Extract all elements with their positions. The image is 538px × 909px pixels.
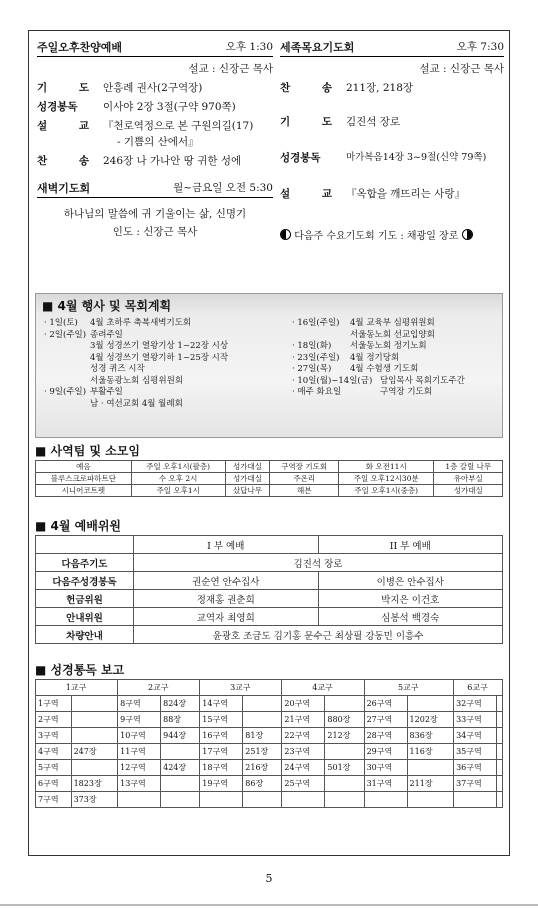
role: 다음주성경봉독 [36, 572, 134, 590]
district-cell: 13구역 [118, 776, 161, 792]
thursday-hymn-row [280, 81, 504, 95]
wednesday-notice-line [280, 227, 504, 242]
reading-title: ■ 성경통독 보고 [35, 663, 125, 677]
district-cell: 35구역 [454, 744, 497, 760]
afternoon-prayer: 안흥례 권사(2구역장) [103, 82, 203, 94]
table-row [36, 680, 503, 696]
district-cell: 6구역 [36, 776, 72, 792]
april-plan-box [35, 293, 503, 438]
thursday-sermon-row [280, 187, 504, 201]
plan-item [44, 341, 276, 353]
district-cell: 4구역 [36, 744, 72, 760]
district-cell: 12구역 [118, 760, 161, 776]
thursday-prayer: 김진석 장로 [346, 116, 401, 128]
cell: 주일 오후1시(중층) [339, 485, 434, 497]
april-plan-right [292, 318, 500, 399]
plan-text: 4월 정기당회 [350, 352, 400, 363]
district-cell: 31구역 [364, 776, 407, 792]
afternoon-sermon: 『천로역정으로 본 구원의길(17) [103, 120, 254, 132]
count-cell: 212장 [325, 728, 364, 744]
district-cell: 9구역 [118, 712, 161, 728]
plan-item [292, 353, 500, 365]
district-cell: 3구역 [36, 728, 72, 744]
cell [36, 536, 134, 554]
groups-table [35, 460, 503, 497]
table-row [36, 792, 503, 808]
plan-text: 종려주일 [90, 329, 123, 340]
cell: 성가대실 [225, 473, 270, 485]
district-cell: 2구역 [36, 712, 72, 728]
plan-date [292, 330, 350, 342]
count-cell [243, 792, 282, 808]
cell: 화 오전11시 [339, 461, 434, 473]
count-cell: 251장 [243, 744, 282, 760]
reading-section [35, 661, 503, 808]
role: 차량안내 [36, 626, 134, 644]
role: 안내위원 [36, 608, 134, 626]
district-cell: 19구역 [200, 776, 243, 792]
worship-title: ■ 4월 예배위원 [35, 519, 122, 533]
plan-date: · 27일(목) [292, 364, 332, 374]
afternoon-hymn: 246장 나 가나안 땅 귀한 성에 [103, 155, 242, 167]
count-cell: 81장 [243, 728, 282, 744]
count-cell [243, 696, 282, 712]
count-cell [71, 728, 118, 744]
label-char: 설 [37, 120, 48, 132]
thursday-time: 오후 7:30 [456, 41, 504, 53]
plan-item [292, 387, 500, 399]
count-cell [243, 712, 282, 728]
plan-date: · 1일(토) [44, 318, 78, 328]
bulletin-page [28, 30, 510, 856]
afternoon-title: 주일오후찬양예배 [37, 41, 123, 54]
district-cell: 33구역 [454, 712, 497, 728]
district-cell: 20구역 [282, 696, 325, 712]
count-cell: 373장 [71, 792, 118, 808]
district-cell: 29구역 [364, 744, 407, 760]
worship-table [35, 535, 503, 644]
afternoon-sermon-sub: - 기쁨의 산에서』 [117, 136, 199, 148]
reading-label: 성경봉독 [37, 101, 78, 113]
dawn-header [37, 180, 273, 198]
district-cell: 7구역 [36, 792, 72, 808]
thursday-title: 세족목요기도회 [280, 41, 355, 54]
district-cell: 34구역 [454, 728, 497, 744]
plan-date [44, 364, 90, 376]
cell: 구역장 기도회 [270, 461, 339, 473]
cell: 예음 [36, 461, 132, 473]
afternoon-sermon-row [37, 119, 273, 133]
plan-text: 부활주일 [90, 387, 123, 397]
dawn-time: 월~금요일 오전 5:30 [173, 182, 273, 194]
wednesday-notice: 다음주 수요기도회 기도 : 채광일 장로 [294, 231, 459, 242]
count-cell: 501장 [325, 760, 364, 776]
april-plan-title: ■ 4월 행사 및 목회계획 [42, 299, 172, 313]
label-char: 기 [280, 116, 291, 128]
afternoon-preacher: 설교 : 신장근 목사 [188, 63, 273, 75]
district-cell [364, 792, 407, 808]
table-row [36, 473, 503, 485]
thursday-header [280, 39, 504, 57]
plan-item [292, 376, 500, 388]
cell: 샀답나무 [225, 485, 270, 497]
plan-item [44, 376, 276, 388]
plan-date: · 23일(주일) [292, 352, 340, 363]
count-cell [497, 728, 503, 744]
district-cell: 36구역 [454, 760, 497, 776]
table-row [36, 554, 503, 572]
cell: 시니어코트펫 [36, 485, 132, 497]
count-cell [161, 744, 200, 760]
label-char: 송 [78, 155, 89, 167]
afternoon-service [37, 39, 273, 239]
count-cell: 424장 [161, 760, 200, 776]
count-cell: 116장 [407, 744, 454, 760]
count-cell [497, 776, 503, 792]
cell: 주온리 [270, 473, 339, 485]
services-area [29, 31, 509, 288]
dawn-title: 새벽기도회 [37, 182, 91, 195]
count-cell [407, 792, 454, 808]
table-row [36, 760, 503, 776]
count-cell: 824장 [161, 696, 200, 712]
table-row [36, 776, 503, 792]
plan-item [44, 318, 276, 330]
thursday-sermon: 『옥합을 깨뜨리는 사랑』 [346, 188, 465, 200]
table-row [36, 728, 503, 744]
afternoon-reading: 이사야 2장 3절(구약 970쪽) [103, 101, 236, 113]
cell: 유아부실 [434, 473, 503, 485]
parish-header: 4교구 [282, 680, 364, 696]
cell: 수 오후 2시 [131, 473, 225, 485]
plan-item [44, 353, 276, 365]
district-cell [200, 792, 243, 808]
count-cell [325, 792, 364, 808]
label-char: 교 [78, 120, 89, 132]
afternoon-time: 오후 1:30 [225, 41, 273, 53]
cell: 성가대실 [434, 485, 503, 497]
plan-text: 담임목사 목회기도주간 [380, 375, 465, 386]
plan-text: 서울동노회 정기노회 [350, 341, 427, 351]
count-cell [497, 744, 503, 760]
table-row [36, 590, 503, 608]
count-cell [497, 760, 503, 776]
worship-section [35, 517, 503, 644]
plan-date: · 16일(주일) [292, 318, 340, 328]
half-circle-icon [462, 229, 473, 240]
count-cell: 216장 [243, 760, 282, 776]
count-cell [497, 792, 503, 808]
count-cell [497, 712, 503, 728]
count-cell [71, 712, 118, 728]
cell: 1층 갈릴 나무 [434, 461, 503, 473]
plan-text: 4월 초하루 축복새벽기도회 [90, 318, 192, 328]
groups-title: ■ 사역팀 및 소모임 [35, 444, 141, 458]
count-cell [497, 696, 503, 712]
afternoon-reading-row [37, 100, 273, 114]
parish-header: 6교구 [454, 680, 503, 696]
district-cell [118, 792, 161, 808]
table-row [36, 696, 503, 712]
district-cell: 8구역 [118, 696, 161, 712]
dawn-line2: 인도 : 신장근 목사 [112, 226, 198, 238]
plan-date: · 18일(화) [292, 341, 332, 351]
plan-date: · 2일(주일) [44, 329, 87, 340]
plan-item [44, 387, 276, 399]
page-number: 5 [265, 872, 273, 885]
table-row [36, 626, 503, 644]
table-row [36, 572, 503, 590]
district-cell: 1구역 [36, 696, 72, 712]
count-cell [407, 696, 454, 712]
count-cell: 880장 [325, 712, 364, 728]
label-char: 도 [321, 116, 332, 128]
count-cell: 247장 [71, 744, 118, 760]
district-cell: 25구역 [282, 776, 325, 792]
april-plan-left [44, 318, 276, 410]
count-cell [325, 696, 364, 712]
count-cell [161, 776, 200, 792]
plan-item [292, 318, 500, 330]
groups-section [35, 442, 503, 497]
plan-text: 구역장 기도회 [380, 387, 432, 397]
plan-item [44, 399, 276, 411]
count-cell [407, 760, 454, 776]
half-circle-icon [280, 229, 291, 240]
role: 헌금위원 [36, 590, 134, 608]
parish-header: 3교구 [200, 680, 282, 696]
role: 다음주기도 [36, 554, 134, 572]
cell: 성가대실 [225, 461, 270, 473]
district-cell: 10구역 [118, 728, 161, 744]
plan-text: 4월 성경쓰기 열왕기하 1~25장 시작 [90, 352, 229, 363]
district-cell: 32구역 [454, 696, 497, 712]
label-char: 송 [321, 82, 332, 94]
district-cell [454, 792, 497, 808]
label-char: 기 [37, 82, 48, 94]
district-cell: 27구역 [364, 712, 407, 728]
plan-date: · 9일(주일) [44, 387, 87, 397]
table-row [36, 536, 503, 554]
count-cell: 211장 [407, 776, 454, 792]
district-cell: 15구역 [200, 712, 243, 728]
district-cell: 37구역 [454, 776, 497, 792]
plan-text: 4월 교육부 심평위원회 [350, 318, 435, 328]
thursday-reading-row [280, 151, 504, 165]
plan-date [44, 353, 90, 365]
thursday-service [280, 39, 504, 242]
plan-text: 성경 퀴즈 시작 [90, 364, 145, 374]
plan-text: 4월 수험생 기도회 [350, 364, 419, 374]
district-cell: 16구역 [200, 728, 243, 744]
col2-header: II 부 예배 [318, 536, 503, 554]
count-cell [71, 760, 118, 776]
col1-header: I 부 예배 [134, 536, 319, 554]
cell: 권순연 안수집사 [134, 572, 319, 590]
cell: 블루스크로파하트단 [36, 473, 132, 485]
bottom-divider [0, 904, 538, 906]
plan-item [292, 341, 500, 353]
district-cell: 24구역 [282, 760, 325, 776]
count-cell [71, 696, 118, 712]
district-cell: 18구역 [200, 760, 243, 776]
afternoon-header [37, 39, 273, 57]
district-cell: 23구역 [282, 744, 325, 760]
district-cell: 17구역 [200, 744, 243, 760]
parish-header: 5교구 [364, 680, 454, 696]
table-row [36, 744, 503, 760]
dawn-line1: 하나님의 말씀에 귀 기울이는 삶, 신명기 [63, 208, 247, 220]
cell: 교역자 최영희 [134, 608, 319, 626]
afternoon-sermon-sub-row [37, 135, 273, 149]
plan-text: 서울동광노회 심평위원회 [90, 375, 184, 386]
thursday-preacher: 설교 : 신장근 목사 [419, 63, 504, 75]
cell: 주일 오후1시(팔층) [131, 461, 225, 473]
district-cell: 5구역 [36, 760, 72, 776]
label-char: 도 [78, 82, 89, 94]
count-cell: 1202장 [407, 712, 454, 728]
cell: 정재홍 권춘희 [134, 590, 319, 608]
thursday-hymn: 211장, 218장 [346, 82, 414, 94]
cell: 해븐 [270, 485, 339, 497]
cell: 이병은 안수집사 [318, 572, 503, 590]
district-cell: 30구역 [364, 760, 407, 776]
count-cell: 1823장 [71, 776, 118, 792]
label-char: 교 [321, 188, 332, 200]
plan-text: 남 · 여선교회 4월 월례회 [90, 398, 183, 409]
plan-item [44, 330, 276, 342]
table-row [36, 485, 503, 497]
count-cell: 88장 [161, 712, 200, 728]
table-row [36, 608, 503, 626]
count-cell: 944장 [161, 728, 200, 744]
district-cell: 11구역 [118, 744, 161, 760]
plan-date: · 매주 화요일 [292, 387, 342, 397]
cell: 박지은 이건호 [318, 590, 503, 608]
cell: 주일 오후1시 [131, 485, 225, 497]
table-row [36, 712, 503, 728]
reading-table [35, 679, 503, 808]
cell: 윤광호 조금도 김기홍 문수근 최상필 강동민 이흥수 [134, 626, 503, 644]
parish-header: 1교구 [36, 680, 118, 696]
afternoon-hymn-row [37, 154, 273, 168]
label-char: 설 [280, 188, 291, 200]
count-cell: 836장 [407, 728, 454, 744]
plan-text: 3월 성경쓰기 열왕기상 1~22장 시상 [90, 341, 229, 351]
district-cell: 22구역 [282, 728, 325, 744]
count-cell [325, 744, 364, 760]
district-cell [282, 792, 325, 808]
plan-date [44, 341, 90, 353]
label-char: 찬 [37, 155, 48, 167]
plan-date: · 10일(월)~14일(금) [292, 375, 373, 386]
table-row [36, 461, 503, 473]
cell: 주일 오후12시30분 [339, 473, 434, 485]
district-cell: 21구역 [282, 712, 325, 728]
afternoon-prayer-row [37, 81, 273, 95]
district-cell: 28구역 [364, 728, 407, 744]
parish-header: 2교구 [118, 680, 200, 696]
plan-date [44, 376, 90, 388]
plan-text: 서울동노회 선교입양회 [350, 329, 435, 340]
district-cell: 26구역 [364, 696, 407, 712]
plan-item [292, 364, 500, 376]
plan-item [44, 364, 276, 376]
label-char: 찬 [280, 82, 291, 94]
thursday-reading: 마가복음14장 3~9절(신약 79쪽) [346, 152, 487, 163]
count-cell [325, 776, 364, 792]
reading-label: 성경봉독 [280, 152, 321, 164]
plan-item [292, 330, 500, 342]
cell: 김진석 장로 [134, 554, 503, 572]
cell: 심봉석 백경숙 [318, 608, 503, 626]
count-cell: 86장 [243, 776, 282, 792]
plan-date [44, 399, 90, 411]
district-cell: 14구역 [200, 696, 243, 712]
thursday-prayer-row [280, 115, 504, 129]
count-cell [161, 792, 200, 808]
